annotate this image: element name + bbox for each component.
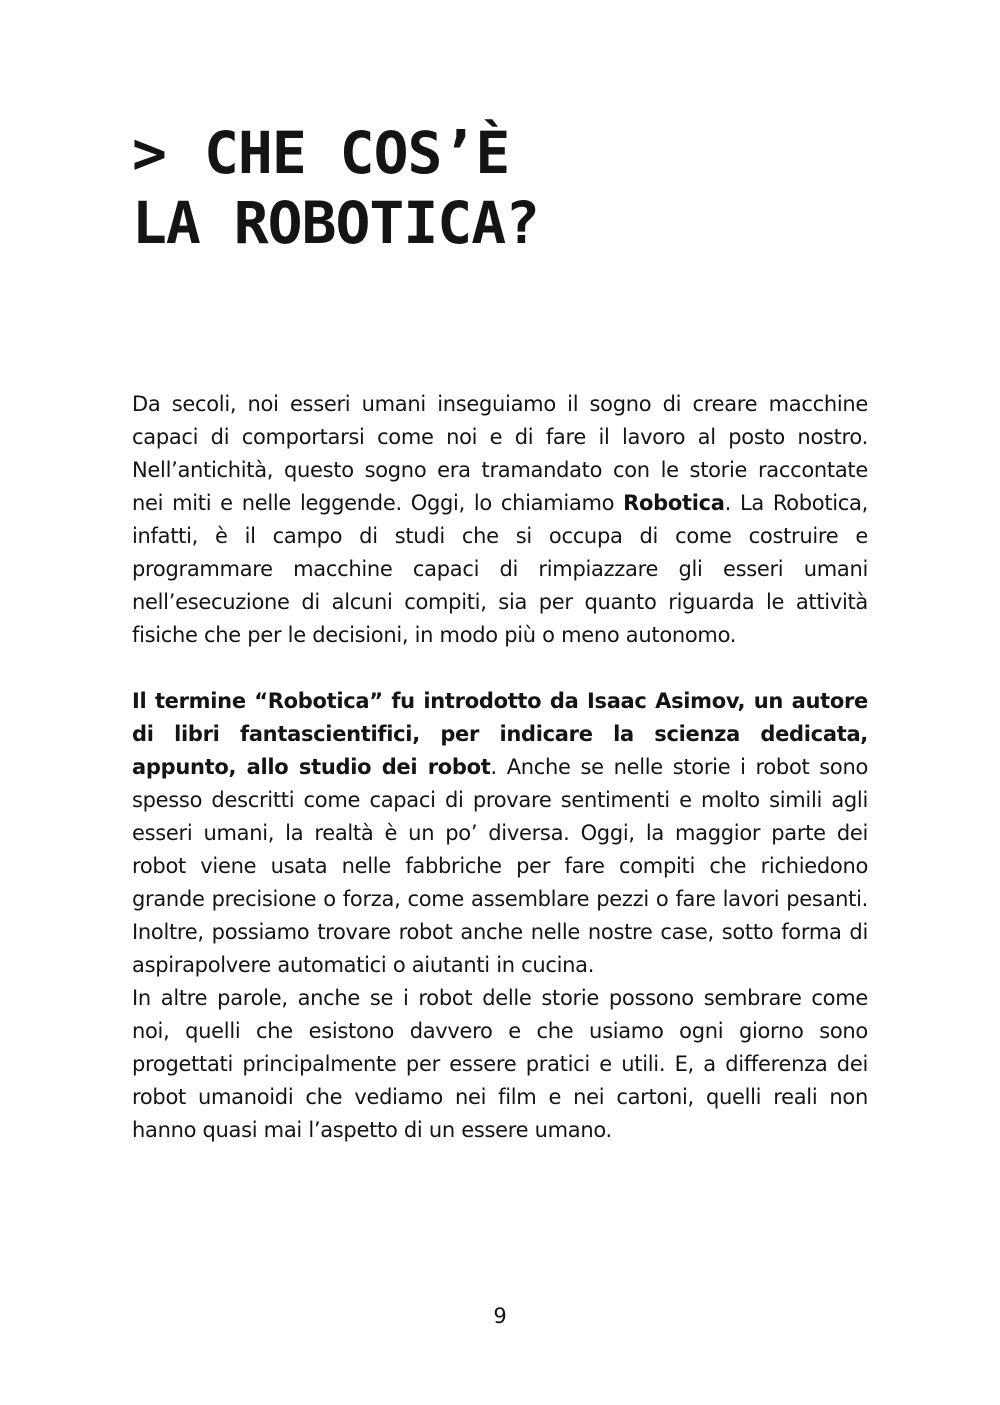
title-line-1 bbox=[132, 118, 872, 188]
paragraph-2-text: . Anche se nelle storie i robot sono spesso descritti come capaci di provare sentimenti e molto simili agli esseri umani, la realtà è un po’ diversa. Oggi, la maggior parte dei robot viene usata nelle fabbriche per fare compiti che richiedono grande precisione o forza, come assemblare pezzi o fare lavori pesanti. Inoltre, possiamo trovare robot anche nelle nostre case, sotto forma di aspirapolvere automatici o aiutanti in cucina. bbox=[132, 755, 868, 977]
page-title bbox=[132, 118, 872, 258]
title-line-2: LA ROBOTICA? bbox=[132, 189, 540, 257]
body-text bbox=[132, 388, 868, 1147]
paragraph-1-bold: Robotica bbox=[623, 491, 725, 515]
chevron-right-icon: > bbox=[132, 119, 166, 187]
paragraph-1-text-a: Da secoli, noi esseri umani inseguiamo il sogno di creare macchine capaci di comportarsi come noi e di fare il lavoro al posto nostro. Nell’antichità, questo sogno era tramandato con le storie raccontate nei miti e nelle leggende. Oggi, lo chiamiamo bbox=[132, 392, 868, 515]
page-number: 9 bbox=[493, 1304, 507, 1328]
paragraph-3: In altre parole, anche se i robot delle storie possono sembrare come noi, quelli che esistono davvero e che usiamo ogni giorno sono progettati principalmente per essere pratici e utili. E, a differenza dei robot umanoidi che vediamo nei film e nei cartoni, quelli reali non hanno quasi mai l’aspetto di un essere umano. bbox=[132, 986, 868, 1142]
paragraph-2-bold: Il termine “Robotica” fu introdotto da Isaac Asimov, un autore di libri fantascientifici, per indicare la scienza dedicata, appunto, allo studio dei robot bbox=[132, 689, 868, 779]
title-text-1: CHE COS’È bbox=[204, 119, 510, 187]
paragraph-2 bbox=[132, 685, 868, 982]
paragraph-1 bbox=[132, 388, 868, 652]
paragraph-1-text-b: . La Robotica, infatti, è il campo di studi che si occupa di come costruire e programmare macchine capaci di rimpiazzare gli esseri umani nell’esecuzione di alcuni compiti, sia per quanto riguarda le attività fisiche che per le decisioni, in modo più o meno autonomo. bbox=[132, 491, 868, 647]
